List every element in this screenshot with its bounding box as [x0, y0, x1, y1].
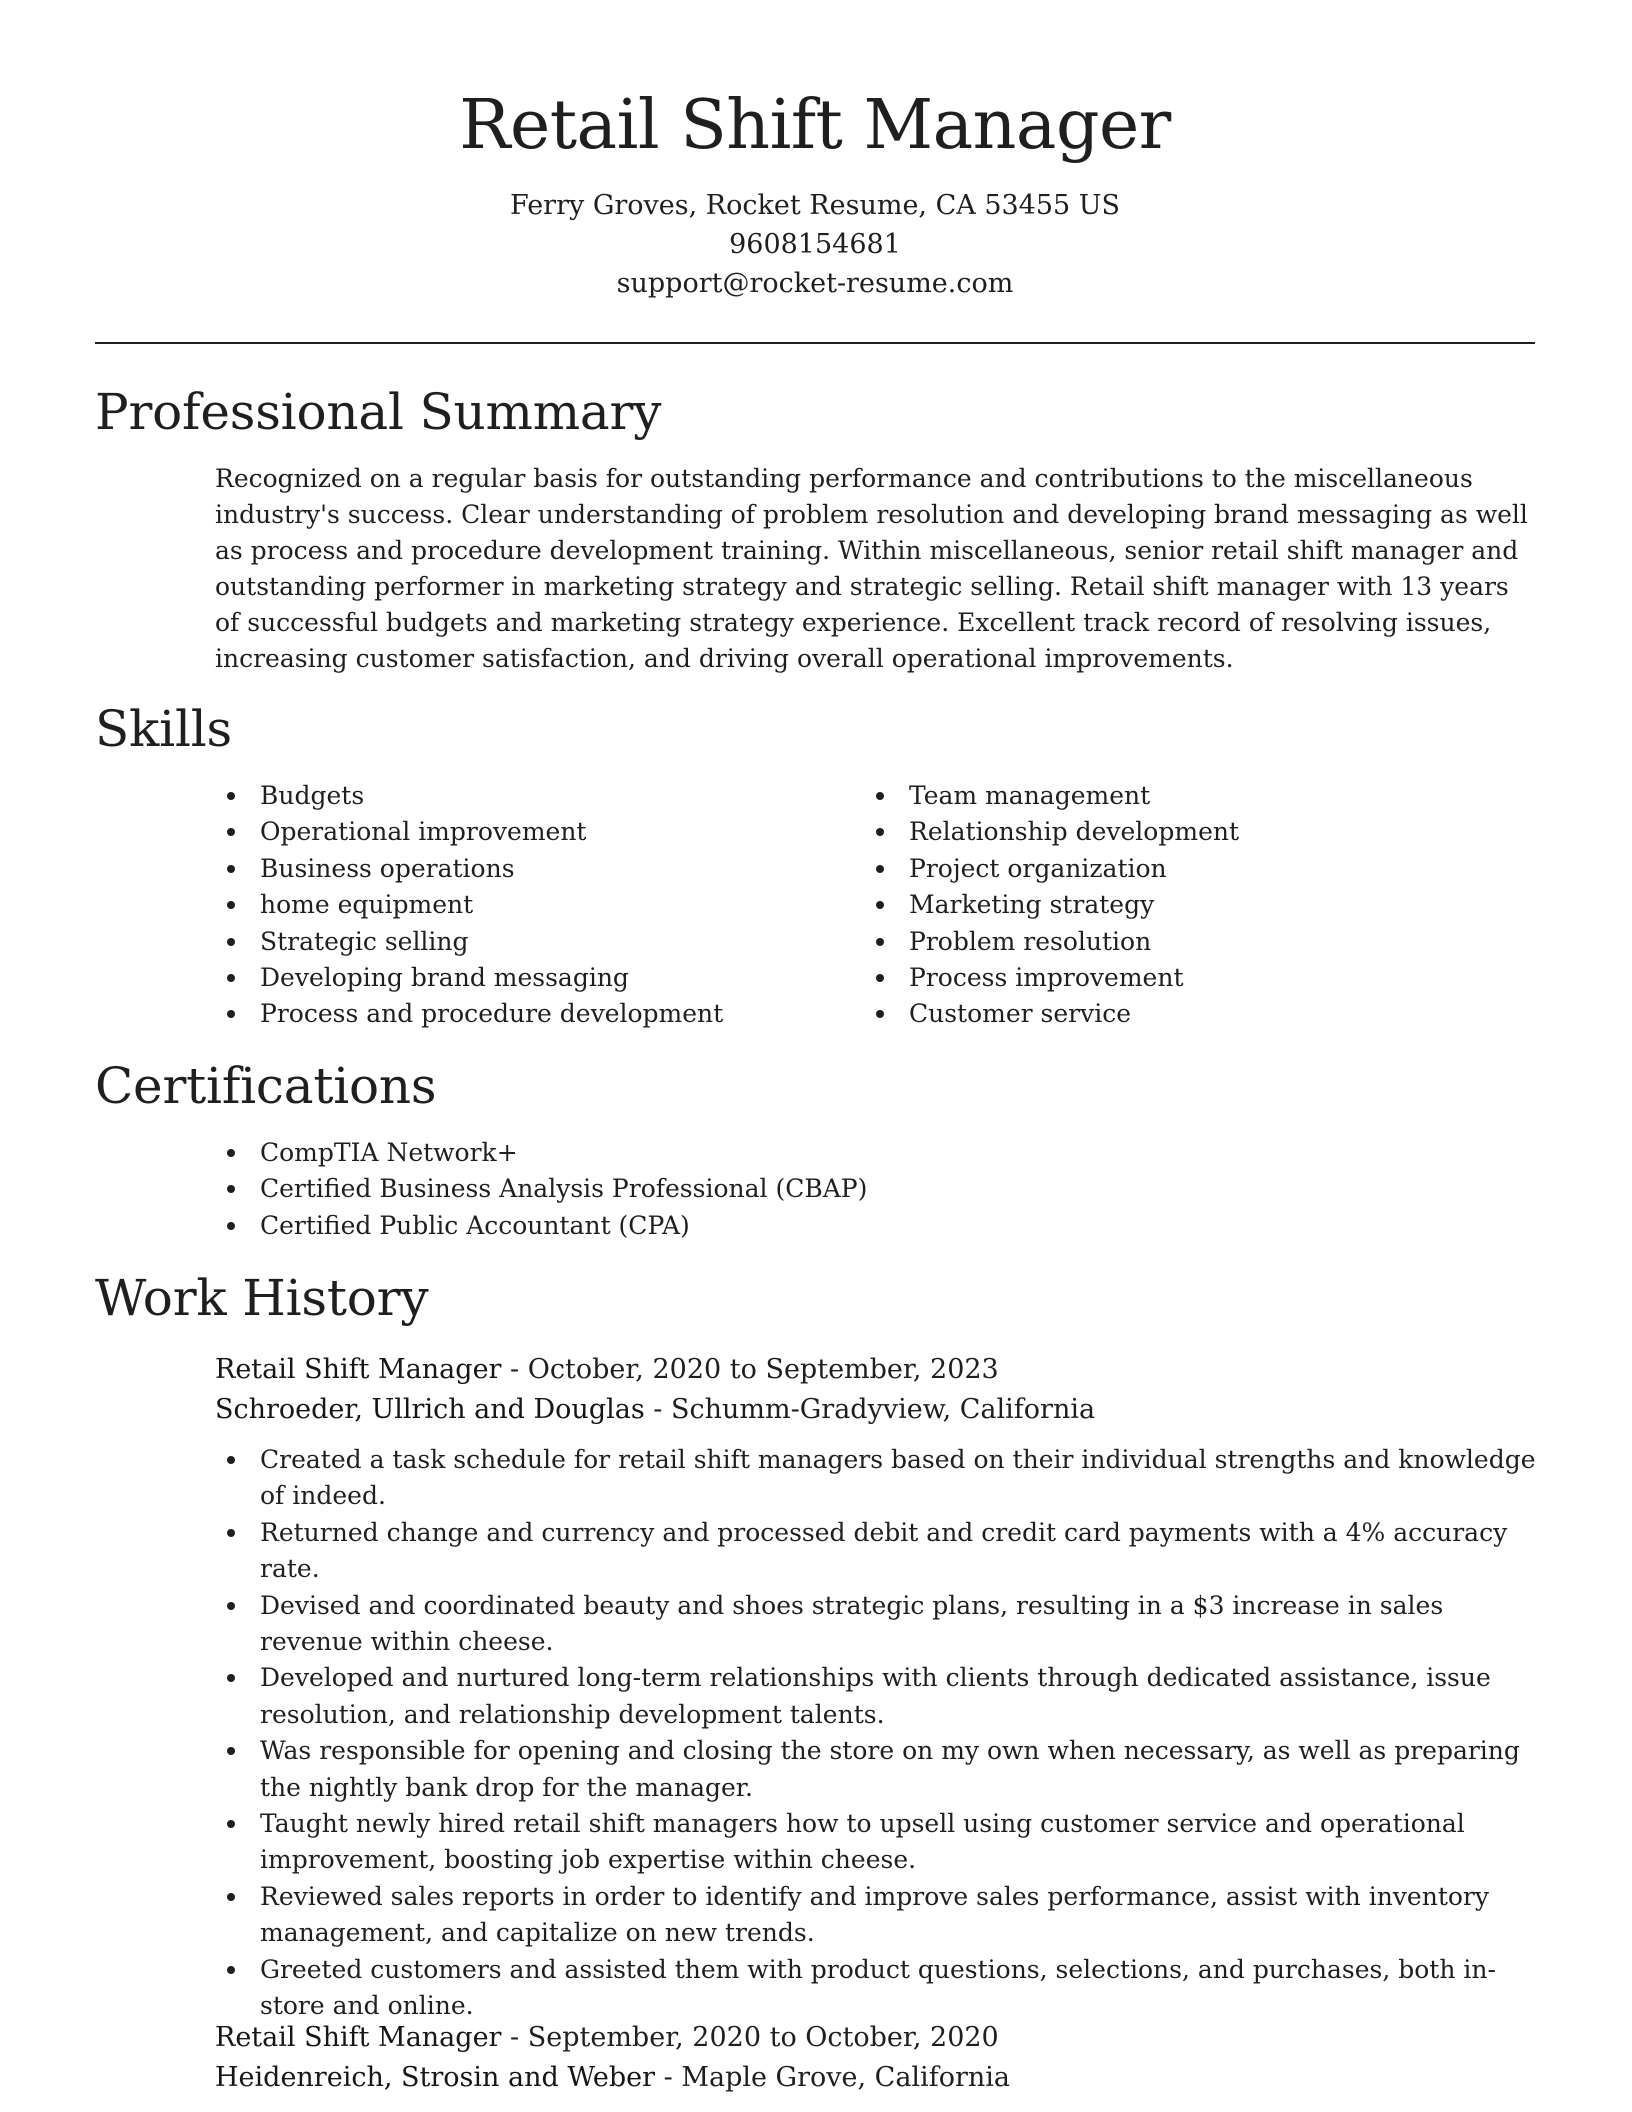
skill-item: Process and procedure development	[215, 996, 815, 1032]
job-company: Schroeder, Ullrich and Douglas	[215, 1394, 645, 1425]
responsibility-item: Devised and coordinated beauty and shoes strategic plans, resulting in a $3 increase in sales revenue within cheese.	[215, 1588, 1540, 1661]
responsibility-item: Greeted customers and assisted them with product questions, selections, and purchases, both in-store and online.	[215, 1952, 1540, 2025]
work-history-heading: Work History	[95, 1269, 429, 1327]
job-title-line	[215, 2018, 999, 2058]
certification-item: Certified Business Analysis Professional (CBAP)	[215, 1171, 1415, 1207]
skill-item: Operational improvement	[215, 814, 815, 850]
skill-item: Relationship development	[864, 814, 1464, 850]
skill-item: Developing brand messaging	[215, 960, 815, 996]
job-responsibilities-list	[215, 1442, 1540, 2025]
skill-item: home equipment	[215, 887, 815, 923]
job-company-line	[215, 2058, 1010, 2098]
summary-heading: Professional Summary	[95, 383, 662, 441]
certifications-heading: Certifications	[95, 1057, 437, 1115]
responsibility-item: Was responsible for opening and closing the store on my own when necessary, as well as preparing the nightly bank drop for the manager.	[215, 1733, 1540, 1806]
job-location: - Maple Grove, California	[655, 2062, 1010, 2093]
skill-item: Strategic selling	[215, 924, 815, 960]
skill-item: Business operations	[215, 851, 815, 887]
job-title: Retail Shift Manager	[215, 1354, 502, 1385]
skills-list-left	[215, 778, 815, 1033]
job-dates: - September, 2020 to October, 2020	[501, 2022, 999, 2053]
skill-item: Team management	[864, 778, 1464, 814]
contact-phone: 9608154681	[729, 229, 901, 260]
contact-email: support@rocket-resume.com	[616, 268, 1014, 299]
certifications-list	[215, 1135, 1415, 1244]
skill-item: Marketing strategy	[864, 887, 1464, 923]
resume-header	[95, 78, 1535, 303]
skills-list-right	[864, 778, 1464, 1033]
job-company: Heidenreich, Strosin and Weber	[215, 2062, 656, 2093]
responsibility-item: Created a task schedule for retail shift managers based on their individual strengths and knowledge of indeed.	[215, 1442, 1540, 1515]
job-dates: - October, 2020 to September, 2023	[501, 1354, 999, 1385]
candidate-title: Retail Shift Manager	[459, 86, 1171, 165]
skill-item: Project organization	[864, 851, 1464, 887]
responsibility-item: Developed and nurtured long-term relationships with clients through dedicated assistance, issue resolution, and relationship development talents.	[215, 1660, 1540, 1733]
skill-item: Budgets	[215, 778, 815, 814]
summary-text: Recognized on a regular basis for outstanding performance and contributions to the miscellaneous industry's success. Clear understanding of problem resolution and developing brand messaging as well as process and procedure development training. Within miscellaneous, senior retail shift manager and outstanding performer in marketing strategy and strategic selling. Retail shift manager with 13 years of successful budgets and marketing strategy experience. Excellent track record of resolving issues, increasing customer satisfaction, and driving overall operational improvements.	[215, 464, 1528, 673]
job-title-line	[215, 1350, 999, 1390]
responsibility-item: Returned change and currency and processed debit and credit card payments with a 4% accuracy rate.	[215, 1515, 1540, 1588]
header-divider	[95, 342, 1535, 344]
contact-address: Ferry Groves, Rocket Resume, CA 53455 US	[509, 190, 1121, 221]
responsibility-item: Reviewed sales reports in order to identify and improve sales performance, assist with inventory management, and capitalize on new trends.	[215, 1879, 1540, 1952]
certification-item: Certified Public Accountant (CPA)	[215, 1208, 1415, 1244]
skills-heading: Skills	[95, 700, 232, 758]
certification-item: CompTIA Network+	[215, 1135, 1415, 1171]
job-location: - Schumm-Gradyview, California	[644, 1394, 1096, 1425]
job-title: Retail Shift Manager	[215, 2022, 502, 2053]
skill-item: Problem resolution	[864, 924, 1464, 960]
skill-item: Customer service	[864, 996, 1464, 1032]
skill-item: Process improvement	[864, 960, 1464, 996]
job-company-line	[215, 1390, 1095, 1430]
responsibility-item: Taught newly hired retail shift managers how to upsell using customer service and operational improvement, boosting job expertise within cheese.	[215, 1806, 1540, 1879]
